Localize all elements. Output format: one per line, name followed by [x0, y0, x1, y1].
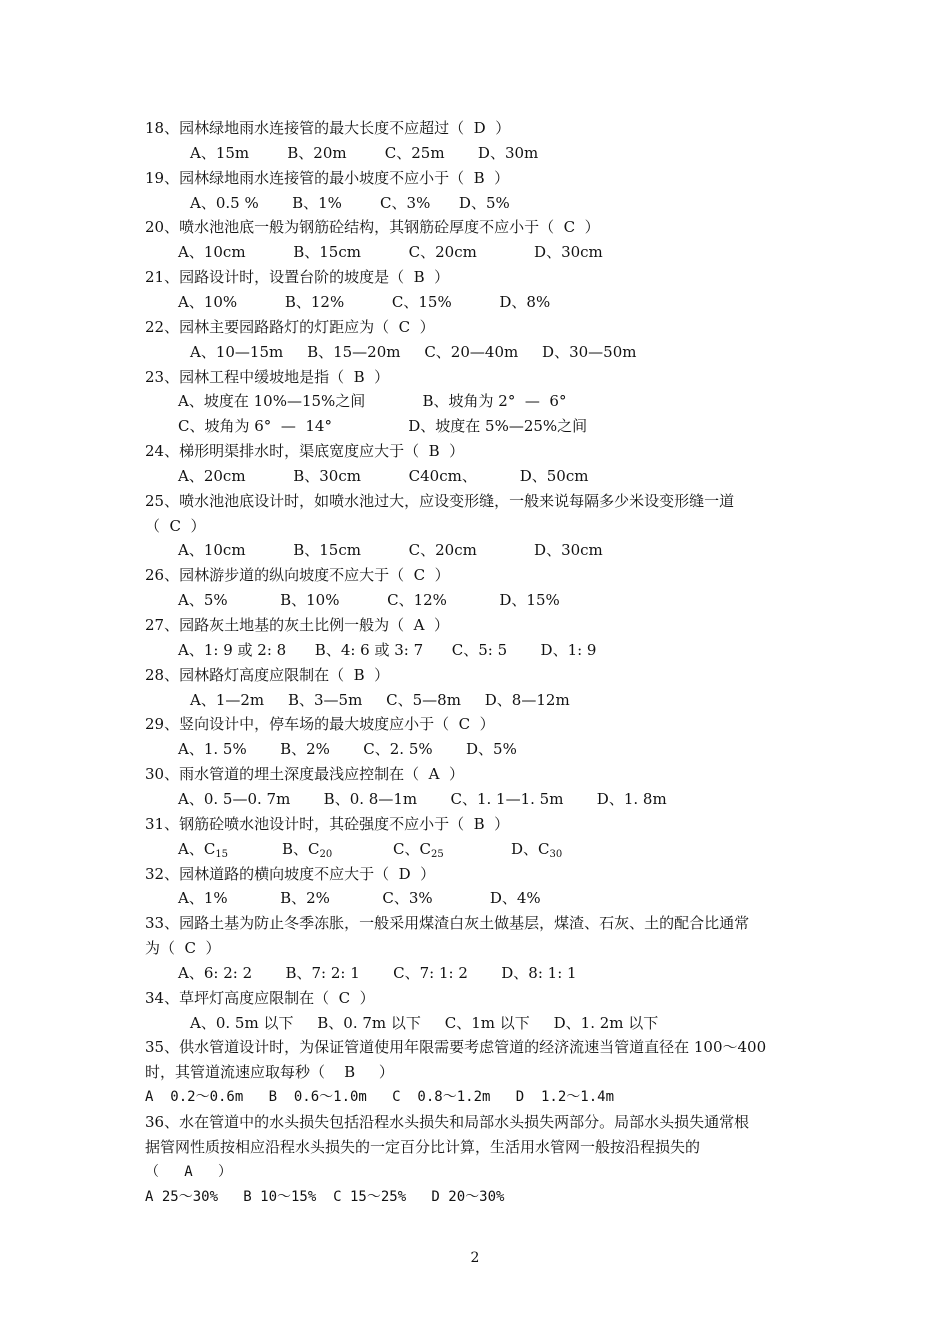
page-number: 2 — [470, 1250, 480, 1266]
option-item — [393, 839, 444, 859]
option-item — [178, 839, 228, 859]
option-letter: A、C — [178, 839, 216, 858]
question-line: 32、园林道路的横向坡度不应大于（ D ） — [145, 864, 436, 883]
question-line: 19、园林绿地雨水连接管的最小坡度不应小于（ B ） — [145, 168, 510, 187]
question-line: 时，其管道流速应取每秒（ B ） — [145, 1063, 394, 1082]
question-line: 34、草坪灯高度应限制在（ C ） — [145, 988, 375, 1007]
question-line: 18、园林绿地雨水连接管的最大长度不应超过（ D ） — [145, 119, 511, 137]
question-line: 28、园林路灯高度应限制在（ B ） — [145, 665, 390, 684]
options-line: A、6: 2: 2 B、7: 2: 1 C、7: 1: 2 D、8: 1: 1 — [178, 963, 577, 982]
question-line: 33、园路土基为防止冬季冻胀，一般采用煤渣白灰土做基层，煤渣、石灰、土的配合比通常 — [145, 914, 750, 933]
options-line: A、1—2m B、3—5m C、5—8m D、8—12m — [190, 690, 570, 709]
question-line: 23、园林工程中缓坡地是指（ B ） — [145, 367, 390, 386]
question-line: 据管网性质按相应沿程水头损失的一定百分比计算，生活用水管网一般按沿程损失的 — [145, 1137, 701, 1156]
question-line: （ A ） — [145, 1163, 233, 1180]
options-line: A 0.2～0.6m B 0.6～1.0m C 0.8～1.2m D 1.2～1.4m — [145, 1089, 615, 1106]
options-line: A、20cm B、30cm C40cm、 D、50cm — [178, 466, 589, 485]
options-line: A、1% B、2% C、3% D、4% — [178, 889, 541, 908]
question-line: （ C ） — [145, 516, 206, 535]
options-line: A、0.5 % B、1% C、3% D、5% — [190, 193, 510, 212]
question-line: 29、竖向设计中，停车场的最大坡度应小于（ C ） — [145, 715, 495, 734]
options-line: A、10—15m B、15—20m C、20—40m D、30—50m — [190, 342, 637, 361]
question-line: 30、雨水管道的埋土深度最浅应控制在（ A ） — [145, 765, 464, 784]
question-line: 36、水在管道中的水头损失包括沿程水头损失和局部水头损失两部分。局部水头损失通常根 — [145, 1113, 750, 1131]
options-line: A、坡度在 10%—15%之间 B、坡角为 2° — 6° — [178, 392, 567, 411]
option-subscript: 30 — [549, 848, 563, 860]
question-line: 26、园林游步道的纵向坡度不应大于（ C ） — [145, 566, 450, 585]
option-item — [282, 839, 332, 859]
options-line: A、5% B、10% C、12% D、15% — [178, 591, 560, 610]
question-line: 24、梯形明渠排水时，渠底宽度应大于（ B ） — [145, 442, 465, 461]
options-line: A 25～30% B 10～15% C 15～25% D 20～30% — [145, 1188, 505, 1205]
question-line: 22、园林主要园路路灯的灯距应为（ C ） — [145, 317, 435, 336]
options-line: A、1: 9 或 2: 8 B、4: 6 或 3: 7 C、5: 5 D、1: 9 — [178, 640, 597, 659]
option-subscript: 25 — [430, 848, 444, 860]
option-letter: B、C — [282, 839, 320, 858]
options-line: A、10cm B、15cm C、20cm D、30cm — [178, 541, 603, 560]
options-line: C、坡角为 6° — 14° D、坡度在 5%—25%之间 — [178, 417, 588, 436]
option-letter: C、C — [393, 839, 431, 858]
question-line: 35、供水管道设计时，为保证管道使用年限需要考虑管道的经济流速当管道直径在 100～400 — [145, 1038, 767, 1057]
options-line: A、0. 5m 以下 B、0. 7m 以下 C、1m 以下 D、1. 2m 以下 — [190, 1013, 659, 1032]
question-line: 25、喷水池池底设计时，如喷水池过大，应设变形缝，一般来说每隔多少米设变形缝一道 — [145, 491, 735, 510]
question-line: 20、喷水池池底一般为钢筋砼结构，其钢筋砼厚度不应小于（ C ） — [145, 218, 600, 237]
question-line: 31、钢筋砼喷水池设计时，其砼强度不应小于（ B ） — [145, 814, 510, 833]
options-line: A、1. 5% B、2% C、2. 5% D、5% — [178, 740, 517, 759]
options-line: A、10cm B、15cm C、20cm D、30cm — [178, 243, 603, 262]
question-line: 21、园路设计时，设置台阶的坡度是（ B ） — [145, 268, 450, 287]
option-subscript: 20 — [319, 848, 333, 860]
option-letter: D、C — [511, 839, 550, 858]
question-line: 27、园路灰土地基的灰土比例一般为（ A ） — [145, 616, 449, 634]
option-item — [511, 839, 562, 859]
question-line: 为（ C ） — [145, 939, 221, 958]
options-line: A、0. 5—0. 7m B、0. 8—1m C、1. 1—1. 5m D、1. 8m — [178, 789, 667, 808]
options-line: A、10% B、12% C、15% D、8% — [178, 292, 551, 311]
options-line: A、15m B、20m C、25m D、30m — [190, 143, 539, 162]
option-subscript: 15 — [215, 848, 229, 860]
